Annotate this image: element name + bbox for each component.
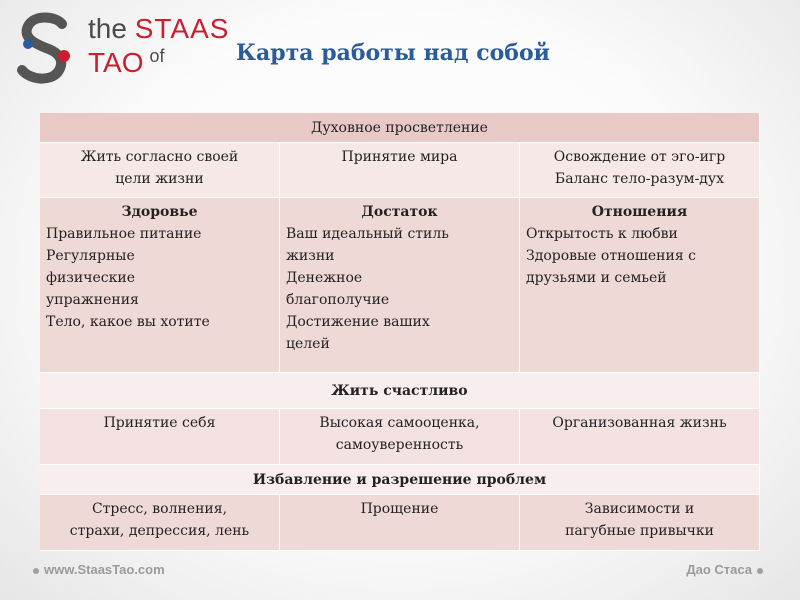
cell-line: Здоровые отношения с (526, 248, 696, 264)
area-heading: Здоровье (121, 204, 198, 220)
area-health (40, 198, 280, 373)
problem-cell-3 (520, 495, 760, 551)
cell-line: страхи, депрессия, лень (69, 523, 250, 539)
spiritual-cell-2 (280, 143, 520, 198)
happy-cell-3 (520, 409, 760, 465)
bullet-dot-icon (757, 568, 763, 574)
cell-line: Баланс тело-разум-дух (554, 171, 725, 187)
cell-line: Жить согласно своей (80, 149, 239, 165)
area-wealth (280, 198, 520, 373)
cell-line: Высокая самооценка, (319, 415, 480, 431)
cell-line: Открытость к любви (526, 226, 678, 242)
cell-line: целей (286, 336, 330, 352)
cell-line: Ваш идеальный стиль (286, 226, 449, 242)
cell-line: пагубные привычки (565, 523, 714, 539)
happy-cell-2 (280, 409, 520, 465)
cell-line: Принятие себя (103, 415, 216, 431)
cell-line: Прощение (360, 501, 439, 517)
problem-cell-1 (40, 495, 280, 551)
cell-line: Регулярные (46, 248, 135, 264)
cell-line: Организованная жизнь (552, 415, 727, 431)
happy-header: Жить счастливо (40, 373, 760, 409)
footer-website (28, 562, 165, 577)
logo-bottom-text (88, 48, 165, 81)
cell-line: Освождение от эго-игр (553, 149, 726, 165)
staas-s-logo-icon (14, 10, 76, 85)
cell-line: Принятие мира (341, 149, 458, 165)
spiritual-cell-3 (520, 143, 760, 198)
happy-cell-1 (40, 409, 280, 465)
cell-line: физические (46, 270, 136, 286)
problem-cell-2 (280, 495, 520, 551)
cell-line: Правильное питание (46, 226, 202, 242)
cell-line: самоуверенность (335, 437, 464, 453)
footer-website-text: www.StaasTao.com (44, 562, 165, 577)
logo-staas: STAAS (134, 13, 230, 44)
footer-brand-text: Дао Стаса (686, 562, 752, 577)
self-work-table (40, 113, 760, 551)
cell-line: Стресс, волнения, (91, 501, 228, 517)
logo-of: of (149, 46, 165, 66)
cell-line: благополучие (286, 292, 390, 308)
staas-tao-logo (10, 10, 250, 85)
spiritual-cell-1 (40, 143, 280, 198)
cell-line: жизни (286, 248, 335, 264)
logo-the: the (88, 13, 127, 44)
cell-line: друзьями и семьей (526, 270, 667, 286)
cell-line: цели жизни (115, 171, 204, 187)
page-title: Карта работы над собой (236, 40, 550, 66)
cell-line: Тело, какое вы хотите (46, 314, 210, 330)
area-heading: Отношения (591, 204, 688, 220)
cell-line: упражнения (46, 292, 139, 308)
problems-header: Избавление и разрешение проблем (40, 465, 760, 495)
logo-tao: TAO (88, 47, 144, 78)
cell-line: Достижение ваших (286, 314, 430, 330)
area-heading: Достаток (361, 204, 438, 220)
cell-line: Денежное (286, 270, 363, 286)
bullet-dot-icon (33, 568, 39, 574)
area-relationships (520, 198, 760, 373)
footer-brand (686, 562, 768, 577)
logo-top-text (88, 14, 229, 44)
spiritual-header: Духовное просветление (40, 113, 760, 143)
cell-line: Зависимости и (584, 501, 695, 517)
